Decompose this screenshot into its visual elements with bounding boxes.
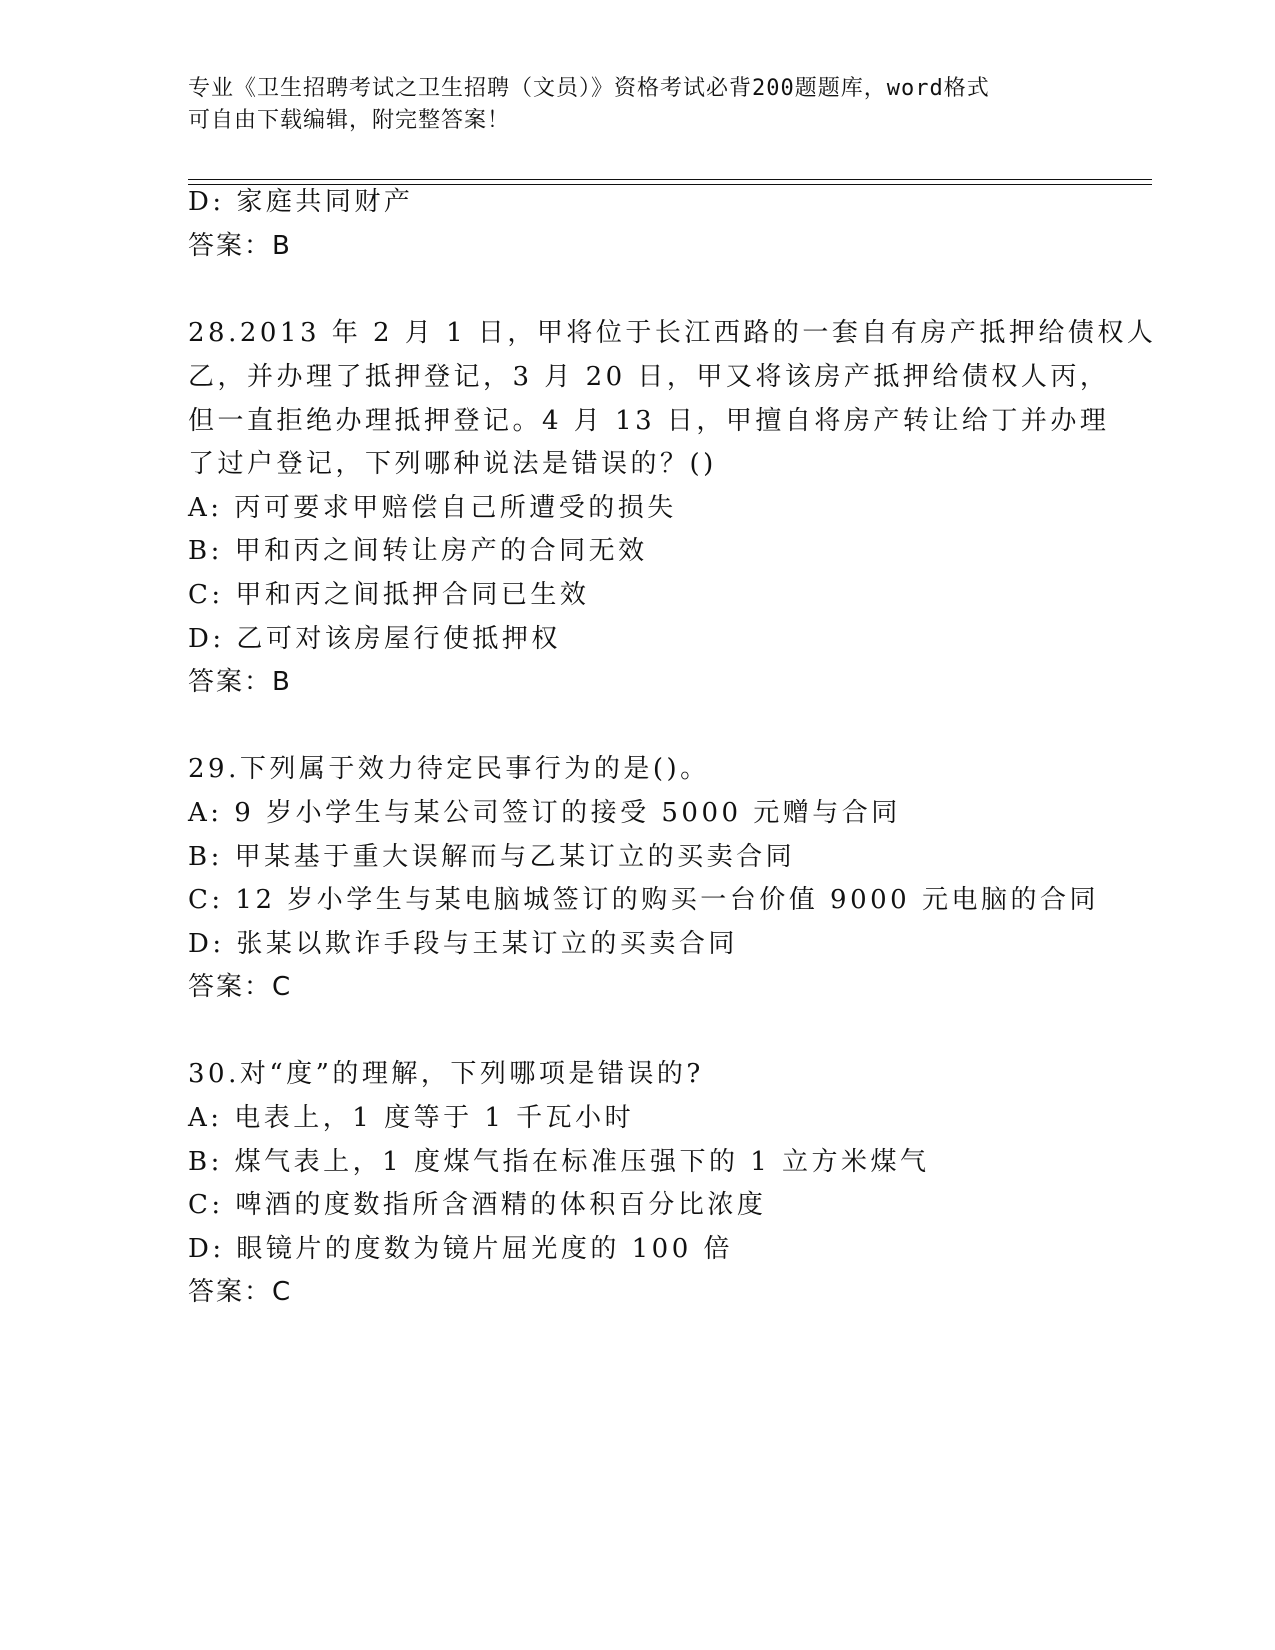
header-line-2: 可自由下载编辑，附完整答案！ (188, 108, 511, 133)
q30-option-a: A: 电表上，1 度等于 1 千瓦小时 (188, 1103, 635, 1133)
q30-option-c: C: 啤酒的度数指所含酒精的体积百分比浓度 (188, 1190, 767, 1220)
q30-stem: 30.对“度”的理解，下列哪项是错误的? (188, 1059, 704, 1089)
q28-option-d: D: 乙可对该房屋行使抵押权 (188, 624, 561, 654)
q28-option-b: B: 甲和丙之间转让房产的合同无效 (188, 536, 648, 566)
q28-option-c: C: 甲和丙之间抵押合同已生效 (188, 580, 590, 610)
q29-stem: 29.下列属于效力待定民事行为的是()。 (188, 754, 710, 784)
q28-stem-line-1: 28.2013 年 2 月 1 日，甲将位于长江西路的一套自有房产抵押给债权人 (188, 318, 1157, 348)
q30-answer: 答案：C (188, 1277, 293, 1307)
q28-stem-line-3: 但一直拒绝办理抵押登记。4 月 13 日，甲擅自将房产转让给丁并办理 (188, 406, 1110, 436)
document-header (188, 73, 1088, 137)
q29-option-b: B: 甲某基于重大误解而与乙某订立的买卖合同 (188, 842, 796, 872)
q30-option-b: B: 煤气表上，1 度煤气指在标准压强下的 1 立方米煤气 (188, 1147, 930, 1177)
q29-option-a: A: 9 岁小学生与某公司签订的接受 5000 元赠与合同 (188, 798, 901, 828)
q29-option-c: C: 12 岁小学生与某电脑城签订的购买一台价值 9000 元电脑的合同 (188, 885, 1099, 915)
q27-option-d: D: 家庭共同财产 (188, 187, 414, 217)
q28-answer: 答案：B (188, 667, 292, 697)
q29-answer: 答案：C (188, 972, 293, 1002)
q28-stem-line-4: 了过户登记，下列哪种说法是错误的？() (188, 449, 717, 479)
header-line-1: 专业《卫生招聘考试之卫生招聘（文员）》资格考试必背200题题库，word格式 (188, 76, 990, 101)
q27-answer: 答案：B (188, 231, 292, 261)
q28-option-a: A: 丙可要求甲赔偿自己所遭受的损失 (188, 493, 677, 523)
q30-option-d: D: 眼镜片的度数为镜片屈光度的 100 倍 (188, 1234, 734, 1264)
q28-stem-line-2: 乙，并办理了抵押登记，3 月 20 日，甲又将该房产抵押给债权人丙， (188, 362, 1110, 392)
header-divider-top (188, 179, 1152, 180)
q29-option-d: D: 张某以欺诈手段与王某订立的买卖合同 (188, 929, 738, 959)
